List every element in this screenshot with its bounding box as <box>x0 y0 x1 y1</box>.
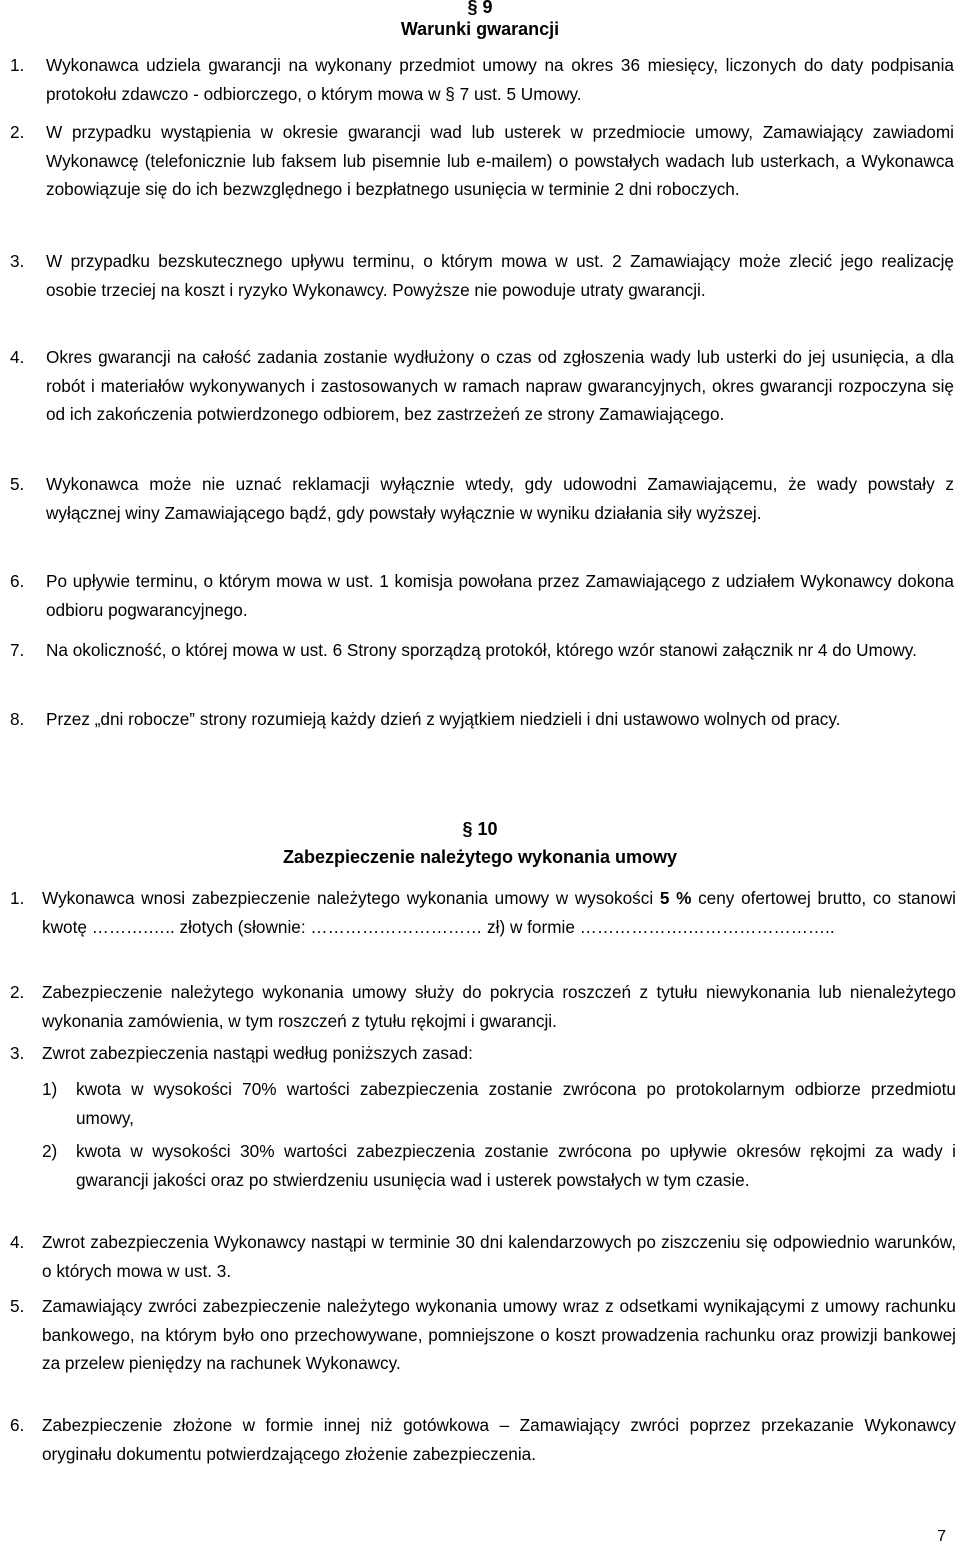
section-10-title: Zabezpieczenie należytego wykonania umowy <box>282 847 678 867</box>
subitem-number: 2) <box>42 1141 58 1161</box>
item-number: 8. <box>10 709 25 729</box>
item-text: Po upływie terminu, o którym mowa w ust. 1 komisja powołana przez Zamawiającego z udziałem Wykonawcy dokona odbioru pogwarancyjnego. <box>46 571 954 620</box>
item-number: 2. <box>10 122 25 142</box>
item-text-part-b: ceny ofertowej brutto, co stanowi kwotę ……….….. złotych (słownie: ………………………… zł) w formie ……………….…………………….. <box>42 888 956 937</box>
item-text <box>42 884 956 941</box>
section-10-number: § 10 <box>462 819 498 839</box>
item-number: 7. <box>10 640 25 660</box>
item-number: 2. <box>10 982 25 1002</box>
section-10-item-4 <box>10 1228 956 1285</box>
item-text: Wykonawca może nie uznać reklamacji wyłącznie wtedy, gdy udowodni Zamawiającemu, że wady powstały z wyłącznej winy Zamawiającego bądź, gdy powstały wyłącznie w wyniku działania siły wyższej. <box>46 474 954 523</box>
section-10-item-5 <box>10 1292 956 1378</box>
item-number: 1. <box>10 888 25 908</box>
section-10-item-2 <box>10 978 956 1035</box>
section-10-subitem-2 <box>42 1137 956 1194</box>
section-9-item-6 <box>10 567 954 624</box>
item-number: 6. <box>10 571 25 591</box>
section-10-item-1 <box>10 884 956 941</box>
item-number: 5. <box>10 1296 25 1316</box>
subitem-text: kwota w wysokości 30% wartości zabezpieczenia zostanie zwrócona po upływie okresów rękojmi za wady i gwarancji jakości oraz po stwierdzeniu usunięcia wad i usterek powstałych w tym czasie. <box>76 1141 956 1190</box>
item-number: 4. <box>10 347 25 367</box>
section-9-item-4 <box>10 343 954 429</box>
section-10-subitem-1 <box>42 1075 956 1132</box>
section-9-number: § 9 <box>467 0 493 17</box>
section-9-item-2 <box>10 118 954 204</box>
item-number: 1. <box>10 55 25 75</box>
item-number: 3. <box>10 251 25 271</box>
section-9-item-3 <box>10 247 954 304</box>
subitem-text: kwota w wysokości 70% wartości zabezpieczenia zostanie zwrócona po protokolarnym odbiorze przedmiotu umowy, <box>76 1079 956 1128</box>
item-text: Zwrot zabezpieczenia Wykonawcy nastąpi w terminie 30 dni kalendarzowych po ziszczeniu się odpowiednio warunków, o których mowa w ust. 3. <box>42 1232 956 1281</box>
section-9-item-7 <box>10 636 954 665</box>
subitem-number: 1) <box>42 1079 58 1099</box>
item-number: 5. <box>10 474 25 494</box>
section-10-heading <box>0 818 960 868</box>
item-text: Przez „dni robocze” strony rozumieją każdy dzień z wyjątkiem niedzieli i dni ustawowo wolnych od pracy. <box>46 709 841 729</box>
item-text: Zamawiający zwróci zabezpieczenie należytego wykonania umowy wraz z odsetkami wynikającymi z umowy rachunku bankowego, na którym było ono przechowywane, pomniejszone o koszt prowadzenia rachunku oraz prowizji bankowej za przelew pieniędzy na rachunek Wykonawcy. <box>42 1296 956 1373</box>
section-9-title: Warunki gwarancji <box>400 19 560 39</box>
section-9-item-8 <box>10 705 954 734</box>
section-9-item-5 <box>10 470 954 527</box>
section-9-heading <box>0 0 960 40</box>
item-number: 6. <box>10 1415 25 1435</box>
section-9-item-1 <box>10 51 954 108</box>
page-number: 7 <box>937 1528 946 1545</box>
item-text: Na okoliczność, o której mowa w ust. 6 Strony sporządzą protokół, którego wzór stanowi załącznik nr 4 do Umowy. <box>46 640 917 660</box>
item-number: 4. <box>10 1232 25 1252</box>
item-text: W przypadku wystąpienia w okresie gwarancji wad lub usterek w przedmiocie umowy, Zamawiający zawiadomi Wykonawcę (telefonicznie lub faksem lub pisemnie lub e-mailem) o powstałych wadach lub usterkach, a Wykonawca zobowiązuje się do ich bezwzględnego i bezpłatnego usunięcia w terminie 2 dni roboczych. <box>46 122 954 199</box>
item-text: Okres gwarancji na całość zadania zostanie wydłużony o czas od zgłoszenia wady lub usterki do jej usunięcia, a dla robót i materiałów wykonywanych i zastosowanych w ramach napraw gwarancyjnych, okres gwarancji rozpoczyna się od ich zakończenia potwierdzonego odbiorem, bez zastrzeżeń ze strony Zamawiającego. <box>46 347 954 424</box>
item-text: W przypadku bezskutecznego upływu terminu, o którym mowa w ust. 2 Zamawiający może zlecić jego realizację osobie trzeciej na koszt i ryzyko Wykonawcy. Powyższe nie powoduje utraty gwarancji. <box>46 251 954 300</box>
item-text: Zwrot zabezpieczenia nastąpi według poniższych zasad: <box>42 1043 473 1063</box>
section-10-item-6 <box>10 1411 956 1468</box>
item-text: Zabezpieczenie złożone w formie innej niż gotówkowa – Zamawiający zwróci poprzez przekazanie Wykonawcy oryginału dokumentu potwierdzającego złożenie zabezpieczenia. <box>42 1415 956 1464</box>
item-text: Zabezpieczenie należytego wykonania umowy służy do pokrycia roszczeń z tytułu niewykonania lub nienależytego wykonania zamówienia, w tym roszczeń z tytułu rękojmi i gwarancji. <box>42 982 956 1031</box>
item-number: 3. <box>10 1043 25 1063</box>
item-text: Wykonawca udziela gwarancji na wykonany przedmiot umowy na okres 36 miesięcy, liczonych do daty podpisania protokołu zdawczo - odbiorczego, o którym mowa w § 7 ust. 5 Umowy. <box>46 55 954 104</box>
section-10-item-3 <box>10 1039 956 1068</box>
security-percentage: 5 % <box>659 888 692 908</box>
item-text-part-a: Wykonawca wnosi zabezpieczenie należytego wykonania umowy w wysokości <box>42 888 660 908</box>
